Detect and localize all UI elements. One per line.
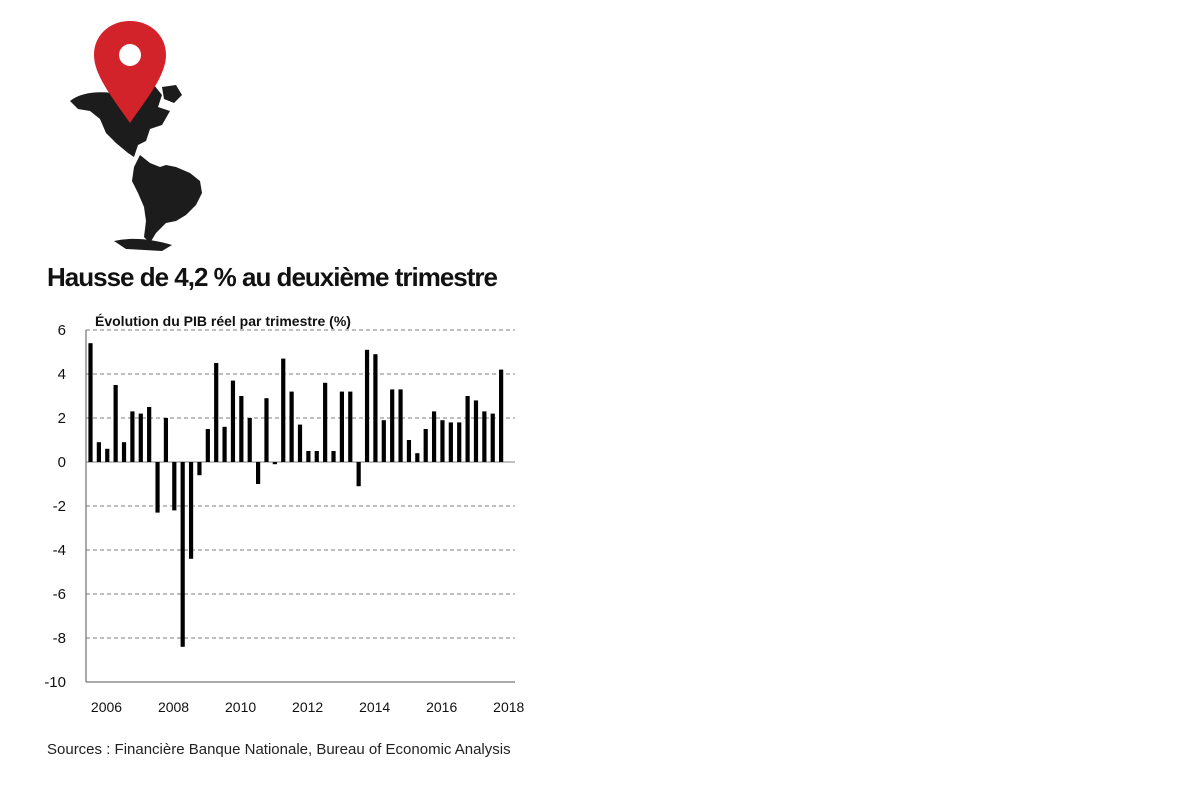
bar	[323, 383, 327, 462]
bar	[206, 429, 210, 462]
y-tick-label: -10	[44, 674, 66, 691]
bar	[407, 440, 411, 462]
x-tick-label: 2016	[426, 699, 458, 715]
bar	[440, 420, 444, 462]
bar	[122, 442, 126, 462]
y-tick-label: 2	[57, 410, 66, 427]
bar	[357, 462, 361, 486]
y-tick-label: 0	[57, 454, 66, 471]
bar	[105, 449, 109, 462]
bar	[415, 453, 419, 462]
bar	[281, 359, 285, 462]
bar	[432, 411, 436, 462]
bar	[491, 414, 495, 462]
bar	[181, 462, 185, 647]
bar	[256, 462, 260, 484]
x-tick-label: 2008	[157, 699, 190, 715]
bar	[139, 414, 143, 462]
bar	[155, 462, 159, 513]
bar	[172, 462, 176, 510]
bar	[130, 411, 134, 462]
bar	[340, 392, 344, 462]
y-tick-label: -8	[52, 630, 66, 647]
bar	[306, 451, 310, 462]
x-tick-label: 2010	[225, 699, 257, 715]
bar	[231, 381, 235, 462]
bar	[390, 389, 394, 462]
bar	[449, 422, 453, 462]
bar	[290, 392, 294, 462]
bar	[331, 451, 335, 462]
bar	[264, 398, 268, 462]
bar	[97, 442, 101, 462]
gdp-bar-chart	[0, 300, 540, 730]
chart-subtitle: Évolution du PIB réel par trimestre (%)	[95, 313, 351, 329]
bar	[315, 451, 319, 462]
bar	[248, 418, 252, 462]
x-tick-label: 2006	[90, 699, 123, 715]
bar	[466, 396, 470, 462]
bar	[348, 392, 352, 462]
bar	[499, 370, 503, 462]
y-tick-label: 4	[57, 366, 66, 383]
bar	[273, 462, 277, 464]
sources-note: Sources : Financière Banque Nationale, Bureau of Economic Analysis	[47, 741, 511, 758]
bar	[457, 422, 461, 462]
bar	[373, 354, 377, 462]
bar	[222, 427, 226, 462]
bar	[474, 400, 478, 462]
y-tick-label: 6	[57, 322, 66, 339]
y-tick-label: -6	[52, 586, 66, 603]
bar	[239, 396, 243, 462]
bar	[197, 462, 201, 475]
bar	[298, 425, 302, 462]
bar	[114, 385, 118, 462]
bar	[88, 343, 92, 462]
bar	[398, 389, 402, 462]
bar	[382, 420, 386, 462]
bar	[189, 462, 193, 559]
x-tick-label: 2012	[292, 699, 324, 715]
chart-title: Hausse de 4,2 % au deuxième trimestre	[47, 262, 498, 292]
bar	[365, 350, 369, 462]
y-tick-label: -2	[52, 498, 66, 515]
x-tick-label: 2018	[493, 699, 525, 715]
globe-with-location-pin-icon	[50, 15, 225, 255]
bar	[424, 429, 428, 462]
bar	[164, 418, 168, 462]
bar	[482, 411, 486, 462]
y-tick-label: -4	[52, 542, 66, 559]
x-tick-label: 2014	[359, 699, 391, 715]
bar	[147, 407, 151, 462]
bar	[214, 363, 218, 462]
